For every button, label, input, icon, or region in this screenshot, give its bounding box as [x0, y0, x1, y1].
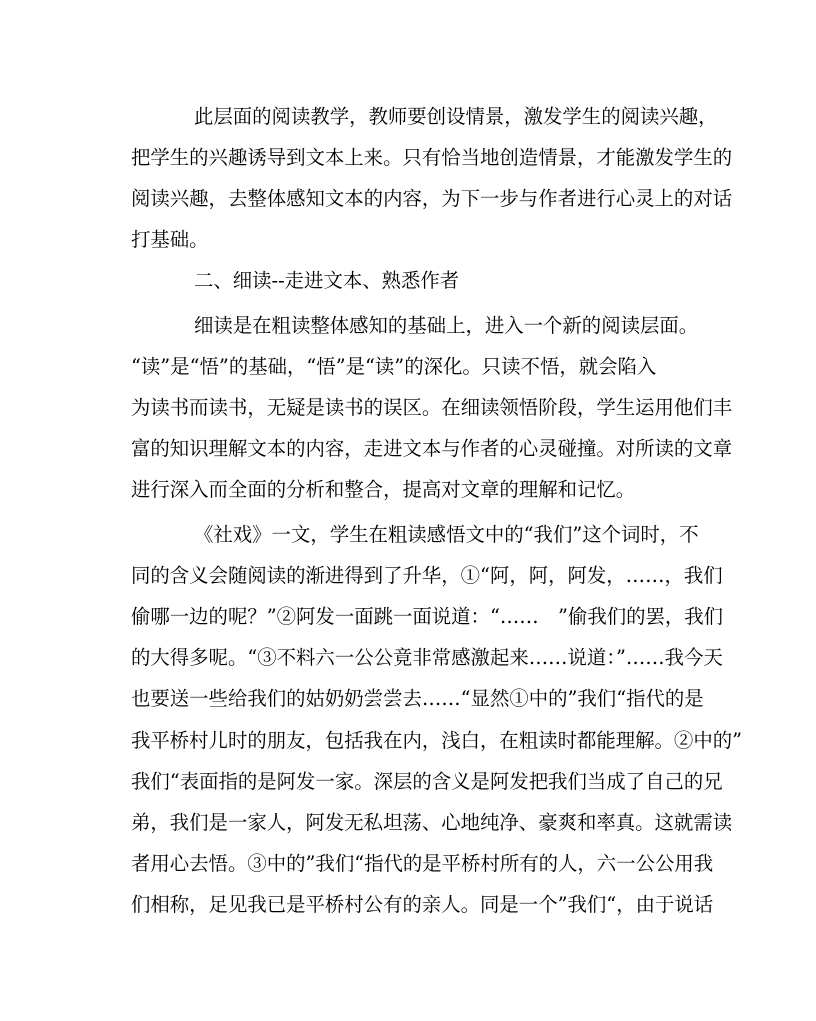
paragraph-1-line-3: 阅读兴趣，去整体感知文本的内容，为下一步与作者进行心灵上的对话	[131, 187, 733, 210]
paragraph-3-line-4: 的大得多呢。“③不料六一公公竟非常感激起来……说道：”……我今天	[131, 646, 723, 669]
paragraph-3-line-1: 《社戏》一文，学生在粗读感悟文中的“我们”这个词时，不	[194, 523, 699, 546]
paragraph-2-line-3: 为读书而读书，无疑是读书的误区。在细读领悟阶段，学生运用他们丰	[131, 396, 733, 419]
section-heading: 二、细读--走进文本、熟悉作者	[194, 269, 460, 292]
paragraph-3-line-9: 者用心去悟。③中的”我们“指代的是平桥村所有的人，六一公公用我	[131, 852, 714, 875]
paragraph-3-line-5: 也要送一些给我们的姑奶奶尝尝去……“显然①中的”我们“指代的是	[131, 687, 704, 710]
paragraph-1-line-1: 此层面的阅读教学，教师要创设情景，激发学生的阅读兴趣，	[194, 105, 718, 128]
paragraph-1-line-4: 打基础。	[131, 228, 209, 251]
paragraph-2-line-5: 进行深入而全面的分析和整合，提高对文章的理解和记忆。	[131, 478, 636, 501]
paragraph-2-line-2: “读”是“悟”的基础，“悟”是“读”的深化。只读不悟，就会陷入	[131, 355, 657, 378]
paragraph-3-line-8: 弟，我们是一家人，阿发无私坦荡、心地纯净、豪爽和率真。这就需读	[131, 811, 733, 834]
paragraph-3-line-10: 们相称，足见我已是平桥村公有的亲人。同是一个”我们“，由于说话	[131, 893, 714, 916]
paragraph-3-line-6: 我平桥村儿时的朋友，包括我在内，浅白，在粗读时都能理解。②中的”	[131, 729, 743, 752]
paragraph-2-line-4: 富的知识理解文本的内容，走进文本与作者的心灵碰撞。对所读的文章	[131, 437, 733, 460]
paragraph-3-line-7: 我们“表面指的是阿发一家。深层的含义是阿发把我们当成了自己的兄	[131, 770, 723, 793]
paragraph-1-line-2: 把学生的兴趣诱导到文本上来。只有恰当地创造情景，才能激发学生的	[131, 146, 733, 169]
paragraph-3-line-3: 偷哪一边的呢？”②阿发一面跳一面说道：“…… ”偷我们的罢，我们	[131, 605, 724, 628]
paragraph-3-line-2: 同的含义会随阅读的渐进得到了升华，①“阿，阿，阿发，……，我们	[131, 564, 723, 587]
paragraph-2-line-1: 细读是在粗读整体感知的基础上，进入一个新的阅读层面。	[194, 314, 699, 337]
